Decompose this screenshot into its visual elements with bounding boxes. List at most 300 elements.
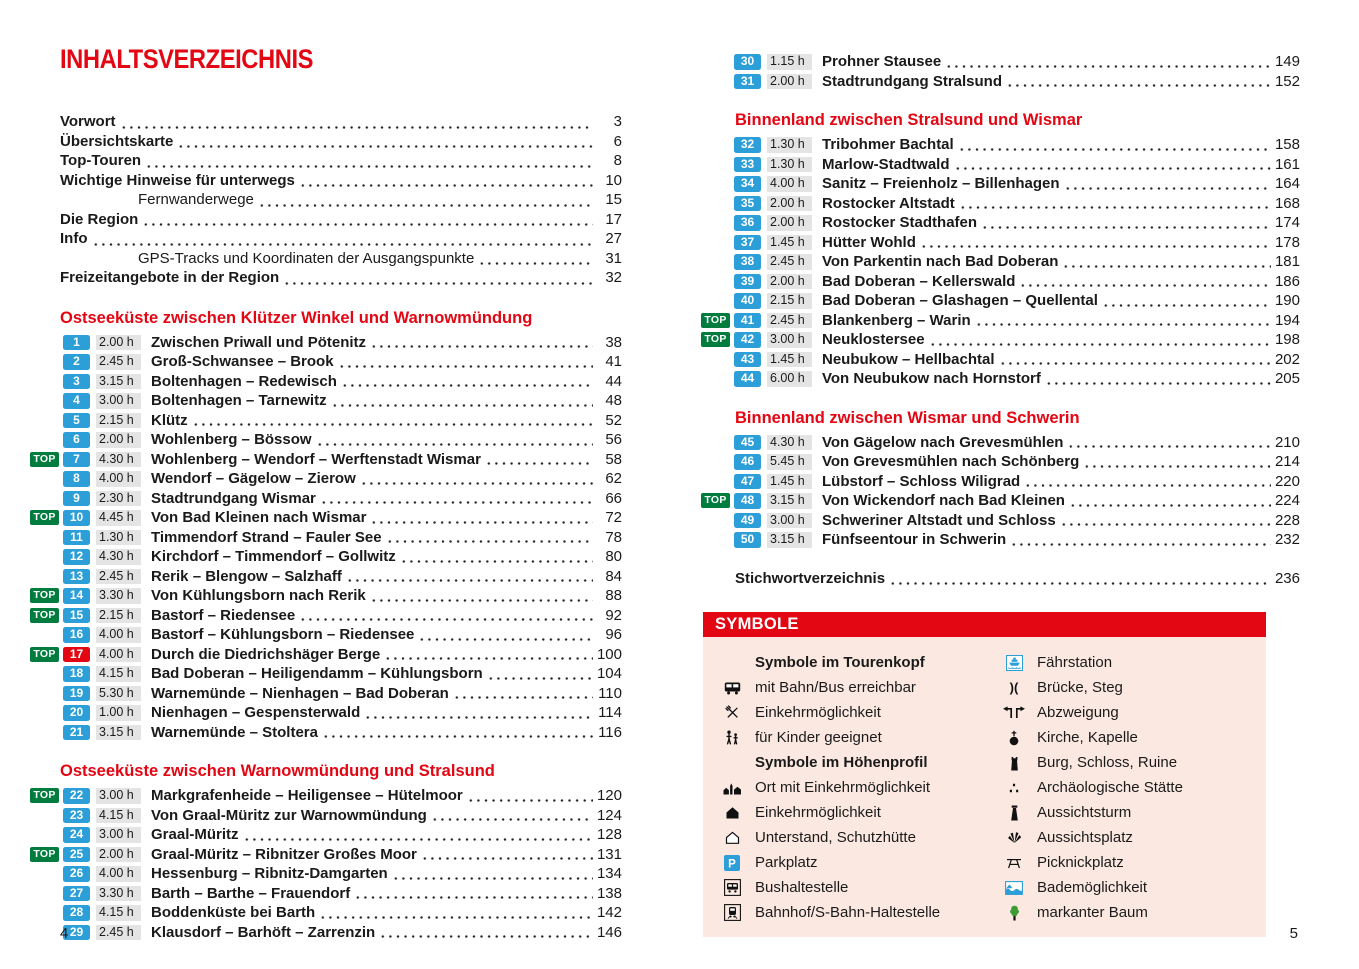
toc-entry-page: 3 <box>613 113 622 130</box>
toc-entry-label: Wichtige Hinweise für unterwegs <box>60 171 295 189</box>
tour-number-badge: 26 <box>63 866 90 882</box>
symbol-legend-row <box>719 850 1001 875</box>
tour-page: 214 <box>1274 453 1300 471</box>
tour-number-badge: 21 <box>63 725 90 741</box>
tour-entry <box>701 511 1300 531</box>
symbol-label: Parkplatz <box>755 854 818 871</box>
symbol-legend-row <box>719 775 1001 800</box>
tour-entry <box>701 330 1300 350</box>
tour-entry <box>30 372 622 392</box>
tour-number-badge: 46 <box>734 454 761 470</box>
tour-entry <box>30 547 622 567</box>
tour-number-badge: 24 <box>63 827 90 843</box>
tour-entry <box>30 333 622 353</box>
symbol-legend-row <box>719 800 1001 825</box>
tour-number-badge: 5 <box>63 413 90 429</box>
tour-title: Markgrafenheide – Heiligensee – Hütelmoor <box>151 787 463 805</box>
symbol-label: Picknickplatz <box>1037 854 1124 871</box>
dots-leader <box>981 226 1271 229</box>
tour-title: Bad Doberan – Kellerswald <box>822 272 1016 290</box>
dots-leader <box>142 223 593 226</box>
dots-leader <box>487 677 593 680</box>
ferry-icon <box>1001 655 1027 671</box>
dots-leader <box>92 243 594 246</box>
symbol-label: Symbole im Höhenprofil <box>755 754 928 771</box>
tour-title: Warnemünde – Nienhagen – Bad Doberan <box>151 684 449 702</box>
tour-page: 128 <box>596 826 622 844</box>
dots-leader <box>370 521 593 524</box>
dots-leader <box>945 65 1271 68</box>
tour-list <box>30 333 622 743</box>
toc-entry <box>60 133 622 153</box>
tour-duration: 2.15 h <box>96 413 141 429</box>
dots-leader <box>1064 187 1271 190</box>
tour-page: 62 <box>605 470 622 488</box>
tour-duration: 1.45 h <box>767 352 812 368</box>
symbol-label: Bushaltestelle <box>755 879 849 896</box>
tour-page: 181 <box>1274 253 1300 271</box>
tour-number-badge: 9 <box>63 491 90 507</box>
tour-title: Graal-Müritz – Ribnitzer Großes Moor <box>151 845 417 863</box>
tour-title: Groß-Schwansee – Brook <box>151 353 334 371</box>
tour-duration: 4.30 h <box>96 452 141 468</box>
top-badge: TOP <box>30 608 59 623</box>
tour-duration: 2.00 h <box>767 74 812 90</box>
dots-leader <box>1083 465 1271 468</box>
tour-number-badge: 29 <box>63 925 90 941</box>
tour-title: Bastorf – Riedensee <box>151 606 296 624</box>
tour-entry <box>30 606 622 626</box>
symbol-legend-row <box>719 750 1001 775</box>
tour-duration: 2.45 h <box>96 569 141 585</box>
shelter-icon <box>719 831 745 844</box>
tour-duration: 1.00 h <box>96 705 141 721</box>
toc-title: INHALTSVERZEICHNIS <box>60 44 314 74</box>
tour-page: 80 <box>605 548 622 566</box>
tour-duration: 5.30 h <box>96 686 141 702</box>
tour-title: Wohlenberg – Wendorf – Werftenstadt Wismar <box>151 450 481 468</box>
train-station-icon <box>719 904 745 921</box>
tour-title: Hütter Wohld <box>822 233 916 251</box>
tree-icon <box>1001 905 1027 921</box>
tour-title: Durch die Diedrichshäger Berge <box>151 645 381 663</box>
dots-leader <box>1019 284 1271 287</box>
tour-page: 142 <box>596 904 622 922</box>
tour-title: Neuklostersee <box>822 331 925 349</box>
tour-number-badge: 43 <box>734 352 761 368</box>
dots-leader <box>379 935 593 938</box>
tour-entry <box>30 586 622 606</box>
tour-title: Boddenküste bei Barth <box>151 904 316 922</box>
tour-title: Boltenhagen – Tarnewitz <box>151 392 327 410</box>
tour-entry <box>701 472 1300 492</box>
front-matter-list <box>60 113 622 289</box>
tour-duration: 1.45 h <box>767 235 812 251</box>
dots-leader <box>299 618 593 621</box>
symbol-label: Archäologische Stätte <box>1037 779 1183 796</box>
symbol-legend-row <box>719 725 1001 750</box>
tour-duration: 2.30 h <box>96 491 141 507</box>
tour-entry <box>701 452 1300 472</box>
top-badge: TOP <box>701 493 730 508</box>
tour-number-badge: 10 <box>63 510 90 526</box>
tour-page: 138 <box>596 884 622 902</box>
dots-leader <box>384 657 593 660</box>
tour-page: 194 <box>1274 311 1300 329</box>
top-badge: TOP <box>30 788 59 803</box>
dots-leader <box>959 206 1271 209</box>
tour-entry <box>30 430 622 450</box>
dots-leader <box>999 362 1271 365</box>
tour-entry <box>30 391 622 411</box>
tour-list <box>701 433 1300 550</box>
symbol-legend-row <box>1001 875 1254 900</box>
tour-entry <box>701 350 1300 370</box>
tour-page: 131 <box>596 845 622 863</box>
tour-page: 146 <box>596 923 622 941</box>
tour-page: 110 <box>598 684 622 702</box>
tour-page: 232 <box>1274 531 1300 549</box>
dots-leader <box>400 560 593 563</box>
tour-entry <box>701 213 1300 233</box>
toc-entry-label: Top-Touren <box>60 152 142 169</box>
tour-duration: 2.00 h <box>767 196 812 212</box>
symbol-legend-row <box>719 650 1001 675</box>
symbol-legend-row <box>719 700 1001 725</box>
tour-title: Hessenburg – Ribnitz-Damgarten <box>151 865 388 883</box>
tour-title: Von Bad Kleinen nach Wismar <box>151 509 367 527</box>
tour-number-badge: 41 <box>734 313 761 329</box>
dots-leader <box>243 838 593 841</box>
symbol-legend-row <box>1001 650 1254 675</box>
tour-title: Zwischen Priwall und Pötenitz <box>151 333 367 351</box>
tour-duration: 4.30 h <box>96 549 141 565</box>
dots-leader <box>316 443 593 446</box>
toc-entry-page: 15 <box>605 191 622 208</box>
tour-entry <box>30 786 622 806</box>
tour-duration: 2.45 h <box>767 254 812 270</box>
tour-number-badge: 34 <box>734 176 761 192</box>
tour-number-badge: 30 <box>734 54 761 70</box>
tour-entry <box>701 52 1300 72</box>
dots-leader <box>421 857 593 860</box>
tour-title: Sanitz – Freienholz – Billenhagen <box>822 175 1060 193</box>
tour-page: 48 <box>605 392 622 410</box>
tour-entry <box>701 311 1300 331</box>
tour-number-badge: 48 <box>734 493 761 509</box>
tour-entry <box>701 272 1300 292</box>
tour-number-badge: 50 <box>734 532 761 548</box>
toc-entry-label: Freizeitangebote in der Region <box>60 269 280 286</box>
tour-number-badge: 33 <box>734 157 761 173</box>
tour-duration: 4.45 h <box>96 510 141 526</box>
tour-page: 84 <box>605 567 622 585</box>
tour-duration: 1.45 h <box>767 474 812 490</box>
tour-entry <box>701 530 1300 550</box>
dots-leader <box>192 423 593 426</box>
children-icon <box>719 730 745 745</box>
toc-entry <box>60 191 622 211</box>
tour-entry <box>701 155 1300 175</box>
tour-page: 186 <box>1274 272 1300 290</box>
restaurant-icon <box>719 705 745 720</box>
symbols-column-1 <box>719 650 1001 925</box>
tour-page: 116 <box>598 723 622 741</box>
dots-leader <box>338 365 593 368</box>
viewpoint-icon <box>1001 831 1027 844</box>
tour-title: Bad Doberan – Glashagen – Quellental <box>822 292 1098 310</box>
tour-entry <box>30 567 622 587</box>
dots-leader <box>360 482 593 485</box>
dots-leader <box>331 404 593 407</box>
toc-entry <box>60 211 622 231</box>
house-icon <box>719 806 745 819</box>
tour-number-badge: 35 <box>734 196 761 212</box>
dots-leader <box>370 345 593 348</box>
tour-duration: 4.00 h <box>767 176 812 192</box>
symbols-legend-title: SYMBOLE <box>703 612 1266 637</box>
dots-leader <box>370 599 593 602</box>
tour-duration: 3.00 h <box>96 393 141 409</box>
tour-number-badge: 28 <box>63 905 90 921</box>
tour-title: Barth – Barthe – Frauendorf <box>151 884 351 902</box>
tour-page: 78 <box>605 528 622 546</box>
symbol-legend-row <box>719 825 1001 850</box>
symbols-legend-body <box>703 637 1266 937</box>
dots-leader <box>299 184 593 187</box>
tour-entry <box>701 491 1300 511</box>
dots-leader <box>1060 523 1271 526</box>
tour-title: Von Grevesmühlen nach Schönberg <box>822 453 1080 471</box>
tour-page: 190 <box>1274 292 1300 310</box>
folio-right: 5 <box>1289 925 1298 942</box>
tour-title: Klütz <box>151 411 188 429</box>
section-heading: Ostseeküste zwischen Klützer Winkel und Warnowmündung <box>60 308 533 327</box>
tour-entry <box>701 135 1300 155</box>
tour-number-badge: 15 <box>63 608 90 624</box>
tour-entry <box>30 489 622 509</box>
tour-entry <box>701 252 1300 272</box>
tour-title: Bad Doberan – Heiligendamm – Kühlungsborn <box>151 665 483 683</box>
tour-entry <box>30 469 622 489</box>
tour-page: 66 <box>605 489 622 507</box>
picnic-icon <box>1001 857 1027 869</box>
tour-duration: 4.00 h <box>96 866 141 882</box>
toc-entry-label: Übersichtskarte <box>60 132 174 150</box>
dots-leader <box>319 916 593 919</box>
dots-leader <box>929 343 1271 346</box>
tour-title: Marlow-Stadtwald <box>822 155 950 173</box>
tour-entry <box>30 508 622 528</box>
tour-title: Rostocker Altstadt <box>822 194 955 212</box>
dots-leader <box>1010 543 1271 546</box>
tour-number-badge: 32 <box>734 137 761 153</box>
tour-page: 220 <box>1274 472 1300 490</box>
tour-duration: 6.00 h <box>767 371 812 387</box>
symbol-legend-row <box>1001 900 1254 925</box>
dots-leader <box>392 877 593 880</box>
tour-number-badge: 49 <box>734 513 761 529</box>
tour-title: Rostocker Stadthafen <box>822 214 978 232</box>
dots-leader <box>954 167 1271 170</box>
tour-page: 58 <box>605 450 622 468</box>
symbol-legend-row <box>1001 700 1254 725</box>
tour-page: 161 <box>1274 155 1300 173</box>
symbol-label: Aussichtsplatz <box>1037 829 1133 846</box>
tour-entry <box>701 174 1300 194</box>
tour-number-badge: 11 <box>63 530 90 546</box>
tour-entry <box>30 411 622 431</box>
tour-duration: 2.00 h <box>767 274 812 290</box>
tour-duration: 3.00 h <box>96 788 141 804</box>
dots-leader <box>431 818 593 821</box>
tour-number-badge: 13 <box>63 569 90 585</box>
toc-entry-label: Info <box>60 230 88 247</box>
tour-number-badge: 18 <box>63 666 90 682</box>
symbol-label: Brücke, Steg <box>1037 679 1123 696</box>
tour-page: 149 <box>1274 53 1300 71</box>
tour-entry <box>30 703 622 723</box>
tour-number-badge: 42 <box>734 332 761 348</box>
parking-icon <box>719 855 745 871</box>
tour-page: 41 <box>605 353 622 371</box>
tour-number-badge: 37 <box>734 235 761 251</box>
tour-title: Boltenhagen – Redewisch <box>151 372 337 390</box>
tour-duration: 3.30 h <box>96 588 141 604</box>
dots-leader <box>920 245 1271 248</box>
dots-leader <box>354 896 593 899</box>
tour-page: 152 <box>1274 72 1300 90</box>
tour-list-continuation <box>701 52 1300 91</box>
tour-title: Neubukow – Hellbachtal <box>822 350 995 368</box>
tour-title: Klausdorf – Barhöft – Zarrenzin <box>151 923 376 941</box>
tour-number-badge: 44 <box>734 371 761 387</box>
tour-title: Von Kühlungsborn nach Rerik <box>151 587 366 605</box>
top-badge: TOP <box>30 588 59 603</box>
tour-title: Stadtrundgang Wismar <box>151 489 316 507</box>
tour-title: Wohlenberg – Bössow <box>151 431 312 449</box>
archaeology-icon: ∴ <box>1009 779 1019 797</box>
index-entry-page: 236 <box>1274 569 1300 587</box>
tour-duration: 3.15 h <box>96 725 141 741</box>
symbol-legend-row <box>1001 675 1254 700</box>
toc-entry-label: Fernwanderwege <box>138 191 254 208</box>
tour-page: 104 <box>596 665 622 683</box>
tour-page: 228 <box>1274 511 1300 529</box>
tour-number-badge: 7 <box>63 452 90 468</box>
tour-page: 114 <box>598 704 622 722</box>
tour-entry <box>30 528 622 548</box>
tour-page: 210 <box>1274 433 1300 451</box>
tour-page: 52 <box>605 411 622 429</box>
tour-entry <box>30 645 622 665</box>
dots-leader <box>322 735 593 738</box>
tour-title: Von Graal-Müritz zur Warnowmündung <box>151 806 427 824</box>
tour-duration: 1.30 h <box>767 157 812 173</box>
dots-leader <box>320 501 593 504</box>
tour-list <box>701 135 1300 389</box>
toc-entry <box>60 250 622 270</box>
dots-leader <box>1045 382 1271 385</box>
tour-title: Tribohmer Bachtal <box>822 136 954 154</box>
symbol-label: Einkehrmöglichkeit <box>755 804 881 821</box>
symbol-legend-row <box>719 900 1001 925</box>
symbol-label: Bahnhof/S-Bahn-Haltestelle <box>755 904 941 921</box>
symbol-label: markanter Baum <box>1037 904 1148 921</box>
tour-page: 56 <box>605 431 622 449</box>
tour-title: Fünfseentour in Schwerin <box>822 531 1007 549</box>
tour-entry <box>30 723 622 743</box>
tour-page: 198 <box>1274 331 1300 349</box>
castle-icon <box>1001 755 1027 771</box>
tour-number-badge: 12 <box>63 549 90 565</box>
tour-duration: 3.30 h <box>96 886 141 902</box>
page-left <box>30 44 622 942</box>
symbol-label: Fährstation <box>1037 654 1113 671</box>
tour-page: 134 <box>596 865 622 883</box>
tour-list <box>30 786 622 942</box>
tour-duration: 3.15 h <box>767 493 812 509</box>
toc-entry <box>60 152 622 172</box>
tour-page: 124 <box>596 806 622 824</box>
symbol-label: Symbole im Tourenkopf <box>755 654 925 671</box>
tour-number-badge: 31 <box>734 74 761 90</box>
tour-duration: 1.15 h <box>767 54 812 70</box>
tour-entry <box>701 194 1300 214</box>
tour-duration: 4.15 h <box>96 905 141 921</box>
tour-duration: 4.15 h <box>96 666 141 682</box>
tour-duration: 3.15 h <box>96 374 141 390</box>
top-badge: TOP <box>30 647 59 662</box>
tour-duration: 2.00 h <box>767 215 812 231</box>
tour-duration: 2.45 h <box>96 354 141 370</box>
tour-number-badge: 39 <box>734 274 761 290</box>
tour-duration: 2.45 h <box>767 313 812 329</box>
dots-leader <box>386 540 593 543</box>
index-entry <box>735 570 1300 590</box>
tour-entry <box>701 291 1300 311</box>
symbol-label: Bademöglichkeit <box>1037 879 1148 896</box>
tour-title: Rerik – Blengow – Salzhaff <box>151 567 342 585</box>
dots-leader <box>1102 304 1271 307</box>
tour-duration: 2.00 h <box>96 847 141 863</box>
symbol-label: Einkehrmöglichkeit <box>755 704 881 721</box>
dots-leader <box>478 262 593 265</box>
top-badge: TOP <box>701 332 730 347</box>
tour-title: Graal-Müritz <box>151 826 239 844</box>
tour-title: Von Gägelow nach Grevesmühlen <box>822 433 1064 451</box>
tour-duration: 2.15 h <box>96 608 141 624</box>
tour-entry <box>30 664 622 684</box>
symbol-legend-row <box>719 875 1001 900</box>
tour-duration: 2.00 h <box>96 432 141 448</box>
tour-number-badge: 45 <box>734 435 761 451</box>
tour-entry <box>30 923 622 943</box>
symbol-legend-row <box>1001 750 1254 775</box>
page-right <box>701 44 1300 937</box>
tour-entry <box>30 684 622 704</box>
dots-leader <box>485 462 593 465</box>
toc-entry <box>60 113 622 133</box>
tour-page: 174 <box>1274 214 1300 232</box>
tour-duration: 4.30 h <box>767 435 812 451</box>
tour-page: 158 <box>1274 136 1300 154</box>
tour-entry <box>701 72 1300 92</box>
lookout-tower-icon <box>1001 805 1027 821</box>
tour-page: 38 <box>605 333 622 351</box>
tour-title: Prohner Stausee <box>822 53 942 71</box>
dots-leader <box>975 323 1271 326</box>
